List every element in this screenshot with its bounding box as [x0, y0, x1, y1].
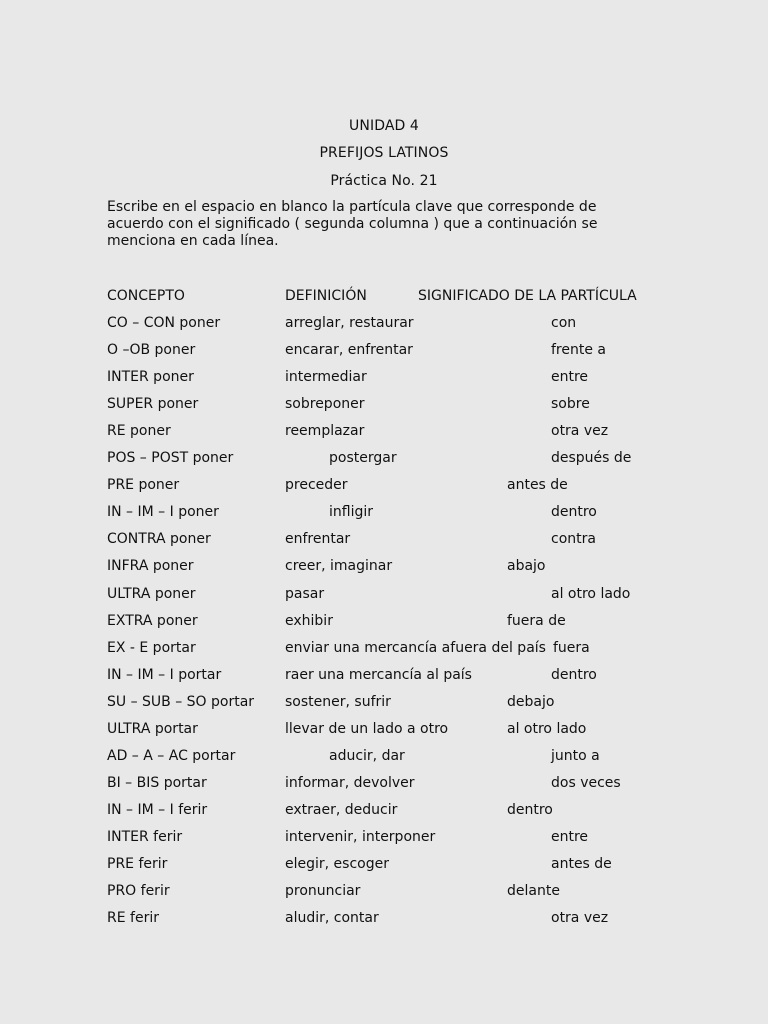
meaning-cell: abajo	[507, 558, 546, 574]
meaning-cell: entre	[551, 829, 589, 845]
definition-cell: llevar de un lado a otro	[285, 721, 449, 737]
definition-cell: postergar	[329, 450, 397, 466]
definition-cell: raer una mercancía al país	[285, 667, 472, 683]
instructions-line: Escribe en el espacio en blanco la partícula clave que corresponde de	[107, 199, 597, 215]
instructions-line: acuerdo con el significado ( segunda columna ) que a continuación se	[107, 216, 598, 232]
instructions-line: menciona en cada línea.	[107, 233, 279, 249]
unit-title: UNIDAD 4	[349, 118, 419, 134]
definition-cell: enviar una mercancía afuera del país	[285, 640, 546, 656]
concept-cell: IN – IM – I portar	[107, 667, 222, 683]
meaning-cell: junto a	[551, 748, 600, 764]
meaning-cell: fuera	[553, 640, 590, 656]
header-concept: CONCEPTO	[107, 288, 185, 304]
instructions-paragraph	[107, 199, 617, 250]
concept-cell: EXTRA poner	[107, 613, 198, 629]
meaning-cell: con	[551, 315, 577, 331]
meaning-cell: otra vez	[551, 910, 609, 926]
meaning-cell: dentro	[551, 504, 597, 520]
meaning-cell: otra vez	[551, 423, 609, 439]
definition-cell: preceder	[285, 477, 348, 493]
concept-cell: PRE poner	[107, 477, 180, 493]
definition-cell: encarar, enfrentar	[285, 342, 413, 358]
concept-cell: PRO ferir	[107, 883, 170, 899]
definition-cell: pasar	[285, 586, 325, 602]
concept-cell: RE ferir	[107, 910, 159, 926]
meaning-cell: antes de	[507, 477, 568, 493]
concept-cell: PRE ferir	[107, 856, 168, 872]
definition-cell: infligir	[329, 504, 374, 520]
meaning-cell: antes de	[551, 856, 612, 872]
concept-cell: INTER poner	[107, 369, 194, 385]
concept-cell: BI – BIS portar	[107, 775, 207, 791]
concept-cell: CONTRA poner	[107, 531, 211, 547]
definition-cell: extraer, deducir	[285, 802, 398, 818]
definition-cell: enfrentar	[285, 531, 351, 547]
concept-cell: IN – IM – I ferir	[107, 802, 208, 818]
concept-cell: ULTRA poner	[107, 586, 196, 602]
concept-cell: IN – IM – I poner	[107, 504, 219, 520]
header-definition: DEFINICIÓN	[285, 288, 367, 304]
meaning-cell: dentro	[507, 802, 553, 818]
definition-cell: pronunciar	[285, 883, 361, 899]
meaning-cell: contra	[551, 531, 596, 547]
definition-cell: sostener, sufrir	[285, 694, 391, 710]
meaning-cell: delante	[507, 883, 560, 899]
concept-cell: INFRA poner	[107, 558, 194, 574]
definition-cell: intermediar	[285, 369, 367, 385]
definition-cell: intervenir, interponer	[285, 829, 436, 845]
topic-title: PREFIJOS LATINOS	[319, 145, 449, 161]
meaning-cell: debajo	[507, 694, 555, 710]
definition-cell: sobreponer	[285, 396, 365, 412]
definition-cell: elegir, escoger	[285, 856, 389, 872]
meaning-cell: dentro	[551, 667, 597, 683]
definition-cell: informar, devolver	[285, 775, 415, 791]
meaning-cell: sobre	[551, 396, 590, 412]
meaning-cell: entre	[551, 369, 589, 385]
definition-cell: arreglar, restaurar	[285, 315, 414, 331]
meaning-cell: al otro lado	[551, 586, 631, 602]
concept-cell: INTER ferir	[107, 829, 183, 845]
meaning-cell: frente a	[551, 342, 606, 358]
meaning-cell: después de	[551, 450, 632, 466]
definition-cell: creer, imaginar	[285, 558, 393, 574]
definition-cell: exhibir	[285, 613, 333, 629]
practice-title: Práctica No. 21	[330, 173, 438, 189]
concept-cell: RE poner	[107, 423, 171, 439]
definition-cell: reemplazar	[285, 423, 365, 439]
concept-cell: SUPER poner	[107, 396, 199, 412]
concept-cell: EX - E portar	[107, 640, 196, 656]
concept-cell: CO – CON poner	[107, 315, 221, 331]
meaning-cell: dos veces	[551, 775, 621, 791]
concept-cell: O –OB poner	[107, 342, 196, 358]
definition-cell: aludir, contar	[285, 910, 379, 926]
concept-cell: ULTRA portar	[107, 721, 198, 737]
concept-cell: SU – SUB – SO portar	[107, 694, 255, 710]
definition-cell: aducir, dar	[329, 748, 405, 764]
meaning-cell: fuera de	[507, 613, 566, 629]
meaning-cell: al otro lado	[507, 721, 587, 737]
concept-cell: AD – A – AC portar	[107, 748, 236, 764]
concept-cell: POS – POST poner	[107, 450, 234, 466]
header-meaning: SIGNIFICADO DE LA PARTÍCULA	[418, 288, 637, 304]
